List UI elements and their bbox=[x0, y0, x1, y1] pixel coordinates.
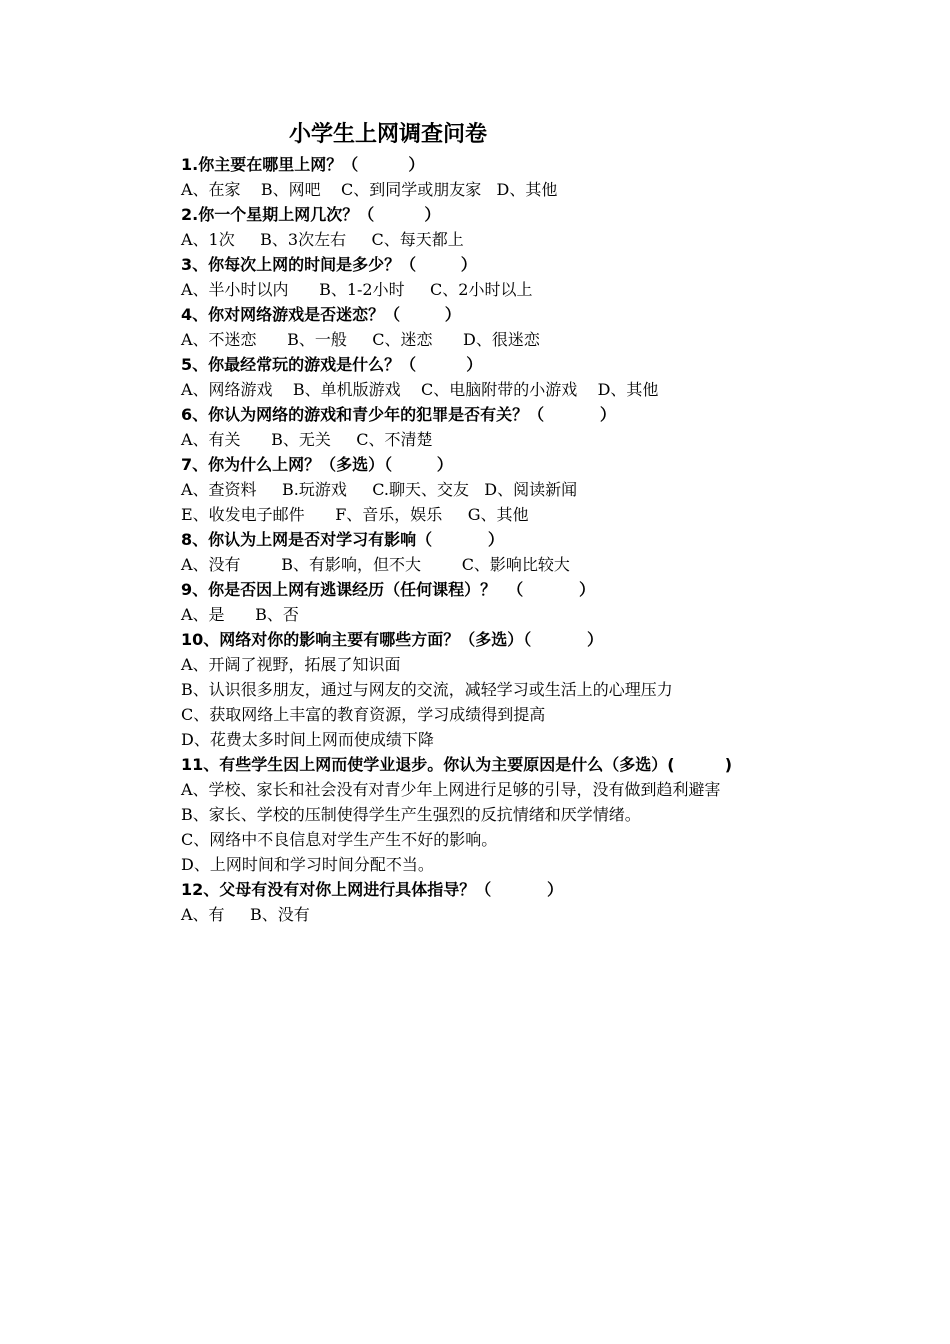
question-text: 11、有些学生因上网而使学业退步。你认为主要原因是什么（多选）( ) bbox=[181, 755, 733, 774]
question-7 bbox=[181, 452, 831, 527]
question-10 bbox=[181, 627, 831, 752]
question-options: A、网络游戏 B、单机版游戏 C、电脑附带的小游戏 D、其他 bbox=[181, 380, 659, 399]
question-options: C、网络中不良信息对学生产生不好的影响。 bbox=[181, 830, 498, 849]
question-12 bbox=[181, 877, 831, 927]
question-3 bbox=[181, 252, 831, 302]
question-options: B、家长、学校的压制使得学生产生强烈的反抗情绪和厌学情绪。 bbox=[181, 805, 641, 824]
question-text: 12、父母有没有对你上网进行具体指导？（ ） bbox=[181, 880, 563, 899]
question-options: E、收发电子邮件 F、音乐，娱乐 G、其他 bbox=[181, 505, 529, 524]
questionnaire bbox=[181, 118, 831, 927]
question-text: 7、你为什么上网？（多选）（ ） bbox=[181, 455, 453, 474]
question-8 bbox=[181, 527, 831, 577]
question-options: B、认识很多朋友，通过与网友的交流，减轻学习或生活上的心理压力 bbox=[181, 680, 673, 699]
question-text: 2.你一个星期上网几次？（ ） bbox=[181, 205, 441, 224]
question-options: A、没有 B、有影响，但不大 C、影响比较大 bbox=[181, 555, 570, 574]
question-options: D、上网时间和学习时间分配不当。 bbox=[181, 855, 434, 874]
question-options: A、有 B、没有 bbox=[181, 905, 310, 924]
question-options: A、在家 B、网吧 C、到同学或朋友家 D、其他 bbox=[181, 180, 558, 199]
question-options: A、有关 B、无关 C、不清楚 bbox=[181, 430, 433, 449]
question-text: 8、你认为上网是否对学习有影响（ ） bbox=[181, 530, 504, 549]
question-9 bbox=[181, 577, 831, 627]
page-title: 小学生上网调查问卷 bbox=[289, 122, 488, 147]
question-text: 3、你每次上网的时间是多少？（ ） bbox=[181, 255, 477, 274]
question-options: A、不迷恋 B、一般 C、迷恋 D、很迷恋 bbox=[181, 330, 540, 349]
question-options: A、1次 B、3次左右 C、每天都上 bbox=[181, 230, 464, 249]
question-11 bbox=[181, 752, 831, 877]
question-options: A、半小时以内 B、1-2小时 C、2小时以上 bbox=[181, 280, 533, 299]
question-4 bbox=[181, 302, 831, 352]
question-text: 10、网络对你的影响主要有哪些方面？（多选）（ ） bbox=[181, 630, 603, 649]
question-text: 5、你最经常玩的游戏是什么？（ ） bbox=[181, 355, 483, 374]
question-text: 6、你认为网络的游戏和青少年的犯罪是否有关？（ ） bbox=[181, 405, 616, 424]
question-options: C、获取网络上丰富的教育资源，学习成绩得到提高 bbox=[181, 705, 546, 724]
question-options: A、查资料 B.玩游戏 C.聊天、交友 D、阅读新闻 bbox=[181, 480, 578, 499]
question-5 bbox=[181, 352, 831, 402]
question-text: 1.你主要在哪里上网？（ ） bbox=[181, 155, 425, 174]
question-options: A、是 B、否 bbox=[181, 605, 299, 624]
question-2 bbox=[181, 202, 831, 252]
question-text: 4、你对网络游戏是否迷恋？（ ） bbox=[181, 305, 461, 324]
question-options: A、学校、家长和社会没有对青少年上网进行足够的引导，没有做到趋利避害 bbox=[181, 780, 721, 799]
question-options: A、开阔了视野，拓展了知识面 bbox=[181, 655, 401, 674]
question-6 bbox=[181, 402, 831, 452]
question-1 bbox=[181, 152, 831, 202]
question-text: 9、你是否因上网有逃课经历（任何课程）？ （ ） bbox=[181, 580, 595, 599]
question-options: D、花费太多时间上网而使成绩下降 bbox=[181, 730, 434, 749]
